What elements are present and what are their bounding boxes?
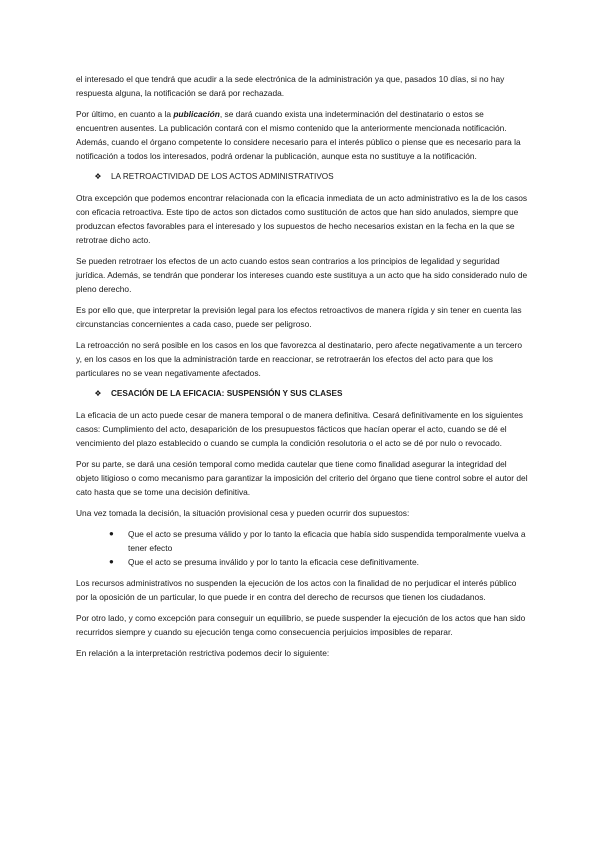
paragraph-retroaccion: La retroacción no será posible en los casos en los que favorezca al destinatario, pero afecte negativamente a un tercero y, en los casos en los que la administración tarde en reaccionar, se retrotraerán los efectos del acto para que los particulares no se vean negativamente afectados. bbox=[76, 340, 523, 378]
list-item bbox=[76, 527, 528, 555]
keyword-publicacion: publicación bbox=[173, 109, 220, 119]
paragraph-retrotraer-efectos: Se pueden retrotraer los efectos de un acto cuando estos sean contrarios a los principios de legalidad y seguridad jurídica. Además, se tendrán que ponderar los intereses cuando este sustituya a un acto que ha sido considerado nulo de pleno derecho. bbox=[76, 256, 528, 294]
bullet-list-supuestos bbox=[76, 527, 528, 569]
bullet-dot-icon: ● bbox=[109, 529, 114, 538]
paragraph-excepcion-equilibrio: Por otro lado, y como excepción para conseguir un equilibrio, se puede suspender la ejecución de los actos que han sido recurridos siempre y cuando su ejecución tenga como consecuencia perjuicios imposibles de reparar. bbox=[76, 613, 526, 637]
paragraph-cesion-temporal: Por su parte, se dará una cesión temporal como medida cautelar que tiene como finalidad asegurar la integridad del objeto litigioso o como mecanismo para garantizar la imposición del criterio del órgano que tiene control sobre el autor del cato hasta que se tome una decisión definitiva. bbox=[76, 459, 528, 497]
paragraph-interpretacion-restrictiva: En relación a la interpretación restrictiva podemos decir lo siguiente: bbox=[76, 648, 330, 658]
paragraph-recursos-administrativos: Los recursos administrativos no suspenden la ejecución de los actos con la finalidad de no perjudicar el interés público por la oposición de un particular, lo que puede ir en contra del derecho de recursos que tienen los ciudadanos. bbox=[76, 578, 517, 602]
document-page bbox=[76, 72, 528, 660]
list-item-text: Que el acto se presuma inválido y por lo tanto la eficacia cese definitivamente. bbox=[128, 557, 419, 567]
paragraph-notificacion-electronica: el interesado el que tendrá que acudir a la sede electrónica de la administración ya que, pasados 10 días, si no hay respuesta alguna, la notificación se dará por rechazada. bbox=[76, 74, 505, 98]
paragraph-publicacion bbox=[76, 107, 528, 163]
paragraph-prevision-legal: Es por ello que, que interpretar la previsión legal para los efectos retroactivos de manera rígida y sin tener en cuenta las circunstancias concernientes a cada caso, puede ser peligroso. bbox=[76, 305, 522, 329]
bullet-dot-icon: ● bbox=[109, 557, 114, 566]
section-heading-retroactividad bbox=[93, 170, 528, 184]
paragraph-publicacion-body: , se dará cuando exista una indeterminación del destinatario o estos se encuentren ausentes. La publicación contará con el mismo contenido que la anteriormente mencionada notificación. Además, cuando el órgano competente lo considere necesario para el interés público o piense que es necesario para la notificación a todos los interesados, podrá ordenar la publicación, aunque esta no sustituye a la notificación. bbox=[76, 109, 521, 161]
section-heading-text: LA RETROACTIVIDAD DE LOS ACTOS ADMINISTRATIVOS bbox=[111, 172, 334, 181]
section-heading-text: CESACIÓN DE LA EFICACIA: SUSPENSIÓN Y SUS CLASES bbox=[111, 389, 343, 398]
paragraph-publicacion-lead: Por último, en cuanto a la bbox=[76, 109, 174, 119]
paragraph-decision-tomada: Una vez tomada la decisión, la situación provisional cesa y pueden ocurrir dos supuestos: bbox=[76, 508, 410, 518]
diamond-bullet-icon: ❖ bbox=[94, 389, 102, 398]
list-item-text: Que el acto se presuma válido y por lo tanto la eficacia que había sido suspendida temporalmente vuelva a tener efecto bbox=[128, 529, 526, 553]
diamond-bullet-icon: ❖ bbox=[94, 172, 102, 181]
paragraph-eficacia-retroactiva: Otra excepción que podemos encontrar relacionada con la eficacia inmediata de un acto administrativo es la de los casos con eficacia retroactiva. Este tipo de actos son dictados como sustitución de actos que han sido anulados, siempre que produzcan efectos favorables para el interesado y los supuestos de hecho necesarios existan en la fecha en la que se retrotrae dicho acto. bbox=[76, 193, 528, 245]
paragraph-cesar-eficacia: La eficacia de un acto puede cesar de manera temporal o de manera definitiva. Cesará definitivamente en los siguientes casos: Cumplimiento del acto, desaparición de los presupuestos fácticos que hacían operar el acto, cuando se dé el vencimiento del plazo establecido o cuando se cumpla la condición resolutoria o el acto se dé por nulo o revocado. bbox=[76, 410, 523, 448]
section-heading-cesacion bbox=[93, 387, 528, 401]
list-item bbox=[76, 555, 528, 569]
